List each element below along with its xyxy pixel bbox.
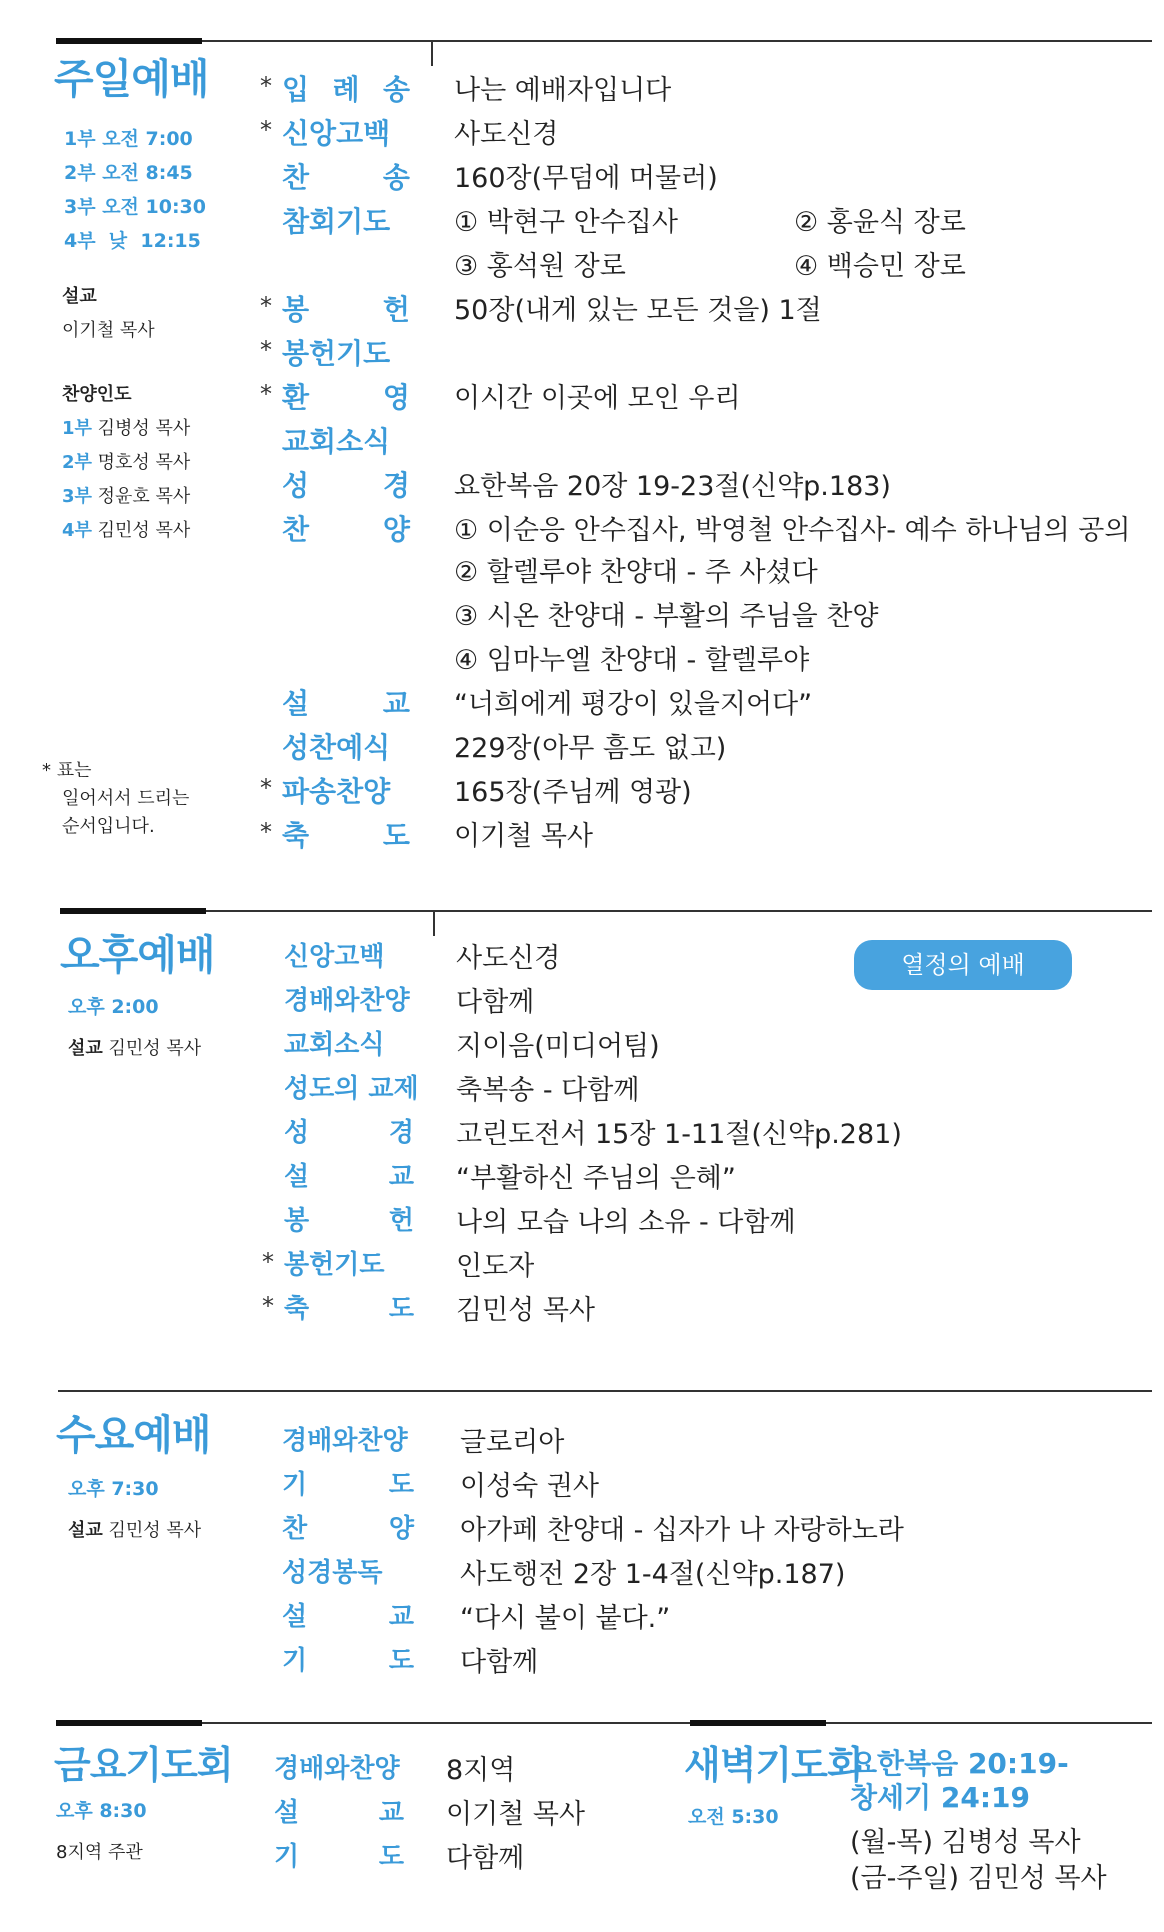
repentance-elder-2: ② 홍윤식 장로	[794, 207, 966, 238]
afternoon-title-rule	[60, 908, 206, 914]
order-label: 성경봉독	[282, 1558, 383, 1588]
dawn-header-rule	[826, 1722, 1152, 1724]
order-label: 찬 양	[282, 513, 410, 546]
order-value: 요한복음 20장 19-23절(신약p.183)	[454, 471, 891, 502]
order-value: 축복송 - 다함께	[456, 1075, 640, 1106]
praise-leader-1: 1부 김병성 목사	[62, 418, 191, 439]
order-value: 이성숙 권사	[460, 1471, 599, 1502]
order-label: 기 도	[274, 1842, 404, 1872]
dawn-title: 새벽기도회	[684, 1743, 863, 1787]
wednesday-sermon: 설교 김민성 목사	[68, 1520, 202, 1541]
order-value: 229장(아무 흠도 없고)	[454, 733, 727, 764]
order-label: 찬 송	[282, 161, 410, 194]
order-value: 고린도전서 15장 1-11절(신약p.281)	[456, 1119, 902, 1150]
order-label: 성도의 교제	[284, 1074, 419, 1104]
standing-marker: *	[260, 116, 272, 144]
afternoon-header-rule	[206, 910, 1152, 912]
praise-choir-3: ③ 시온 찬양대 - 부활의 주님을 찬양	[454, 601, 879, 632]
praise-leader-label: 찬양인도	[62, 384, 132, 405]
order-value: 글로리아	[460, 1427, 565, 1458]
order-value: 다함께	[456, 987, 535, 1018]
order-value: 50장(내게 있는 모든 것을) 1절	[454, 295, 822, 326]
order-label: 성찬예식	[282, 731, 391, 764]
friday-header-rule	[202, 1722, 702, 1724]
praise-leader-4: 4부 김민성 목사	[62, 520, 191, 541]
standing-marker: *	[260, 774, 272, 802]
standing-note-line3: 순서입니다.	[62, 816, 155, 837]
order-value: 사도신경	[456, 943, 561, 974]
afternoon-time: 오후 2:00	[68, 996, 159, 1018]
wednesday-title: 수요예배	[56, 1411, 211, 1459]
wednesday-time: 오후 7:30	[68, 1478, 159, 1500]
order-label: 봉 헌	[282, 293, 410, 326]
order-label: 설 교	[284, 1162, 414, 1192]
order-value: 160장(무덤에 머물러)	[454, 163, 718, 194]
dawn-title-rule	[690, 1720, 826, 1726]
afternoon-sermon: 설교 김민성 목사	[68, 1038, 202, 1059]
standing-marker: *	[260, 292, 272, 320]
order-label: 신앙고백	[284, 942, 385, 972]
order-value: 사도신경	[454, 119, 559, 150]
dawn-leader-weekend: (금-주일) 김민성 목사	[850, 1863, 1107, 1894]
sunday-time-1: 1부 오전 7:00	[64, 128, 193, 150]
order-value: 다함께	[446, 1843, 525, 1874]
dawn-scripture-2: 창세기 24:19	[850, 1781, 1031, 1814]
standing-note-line2: 일어서서 드리는	[62, 788, 190, 809]
order-label: 참회기도	[282, 205, 391, 238]
standing-marker: *	[262, 1248, 274, 1276]
sunday-sermon-pastor: 이기철 목사	[62, 320, 155, 341]
order-value: 이시간 이곳에 모인 우리	[454, 383, 741, 414]
order-label: 설 교	[282, 687, 410, 720]
order-value: 다함께	[460, 1647, 539, 1678]
praise-leader-2: 2부 명호성 목사	[62, 452, 191, 473]
wednesday-header-rule	[58, 1390, 1152, 1392]
order-label: 축 도	[284, 1294, 414, 1324]
order-label: 기 도	[282, 1470, 414, 1500]
order-label: 환 영	[282, 381, 410, 414]
sunday-sermon-label: 설교	[62, 286, 97, 307]
friday-dawn-section	[22, 1712, 1152, 1922]
sunday-time-3: 3부 오전 10:30	[64, 196, 206, 218]
order-value: 아가페 찬양대 - 십자가 나 자랑하노라	[460, 1515, 904, 1546]
dawn-leader-weekday: (월-목) 김병성 목사	[850, 1827, 1081, 1858]
afternoon-service-section	[22, 900, 1152, 1360]
order-label: 기 도	[282, 1646, 414, 1676]
order-value: 8지역	[446, 1755, 516, 1786]
order-label: 신앙고백	[282, 117, 391, 150]
standing-marker: *	[260, 818, 272, 846]
friday-time: 오후 8:30	[56, 1800, 147, 1822]
standing-marker: *	[260, 336, 272, 364]
order-label: 교회소식	[284, 1030, 385, 1060]
order-label: 경배와찬양	[284, 986, 410, 1016]
order-value: “너희에게 평강이 있을지어다”	[454, 689, 813, 720]
order-label: 경배와찬양	[274, 1754, 400, 1784]
friday-host: 8지역 주관	[56, 1842, 143, 1863]
order-value: “부활하신 주님의 은혜”	[456, 1163, 736, 1194]
sunday-header-rule	[202, 40, 1152, 42]
order-label: 성 경	[282, 469, 410, 502]
praise-choir-2: ② 할렐루야 찬양대 - 주 사셨다	[454, 557, 818, 588]
order-label: 봉 헌	[284, 1206, 414, 1236]
order-label: 경배와찬양	[282, 1426, 408, 1456]
afternoon-divider	[433, 910, 435, 936]
repentance-elder-4: ④ 백승민 장로	[794, 251, 966, 282]
order-label: 봉헌기도	[284, 1250, 385, 1280]
order-value: 이기철 목사	[446, 1799, 585, 1830]
order-label: 찬 양	[282, 1514, 414, 1544]
sunday-title-rule	[56, 38, 202, 44]
order-label: 설 교	[274, 1798, 404, 1828]
order-value: ① 이순응 안수집사, 박영철 안수집사- 예수 하나님의 공의	[454, 515, 1131, 546]
order-label: 교회소식	[282, 425, 391, 458]
order-value: 지이음(미디어팀)	[456, 1031, 660, 1062]
sunday-time-4: 4부 낮 12:15	[64, 230, 201, 252]
friday-title: 금요기도회	[54, 1743, 233, 1787]
order-value: 이기철 목사	[454, 821, 593, 852]
friday-title-rule	[56, 1720, 202, 1726]
wednesday-service-section	[22, 1380, 1152, 1700]
order-value: 165장(주님께 영광)	[454, 777, 692, 808]
repentance-elder-3: ③ 홍석원 장로	[454, 251, 626, 282]
order-value: 인도자	[456, 1251, 535, 1282]
praise-leader-3: 3부 정윤호 목사	[62, 486, 191, 507]
order-label: 설 교	[282, 1602, 414, 1632]
standing-marker: *	[260, 72, 272, 100]
sunday-service-section	[22, 20, 1152, 860]
afternoon-title: 오후예배	[60, 931, 215, 979]
dawn-time: 오전 5:30	[688, 1806, 779, 1828]
order-label: 성 경	[284, 1118, 414, 1148]
order-label: 입 례 송	[282, 73, 410, 106]
sunday-time-2: 2부 오전 8:45	[64, 162, 193, 184]
order-value: “다시 불이 붙다.”	[460, 1603, 671, 1634]
order-value: 나의 모습 나의 소유 - 다함께	[456, 1207, 796, 1238]
dawn-scripture-1: 요한복음 20:19-	[850, 1747, 1069, 1780]
standing-marker: *	[260, 380, 272, 408]
sunday-title: 주일예배	[54, 55, 209, 103]
order-label: 축 도	[282, 819, 410, 852]
order-value: ① 박현구 안수집사	[454, 207, 678, 238]
passionate-worship-badge: 열정의 예배	[854, 940, 1072, 990]
praise-choir-4: ④ 임마누엘 찬양대 - 할렐루야	[454, 645, 810, 676]
order-label: 봉헌기도	[282, 337, 391, 370]
order-value: 나는 예배자입니다	[454, 75, 672, 106]
standing-note-line1: * 표는	[42, 760, 92, 781]
sunday-divider	[431, 40, 433, 66]
order-label: 파송찬양	[282, 775, 391, 808]
standing-marker: *	[262, 1292, 274, 1320]
order-value: 김민성 목사	[456, 1295, 595, 1326]
order-value: 사도행전 2장 1-4절(신약p.187)	[460, 1559, 846, 1590]
